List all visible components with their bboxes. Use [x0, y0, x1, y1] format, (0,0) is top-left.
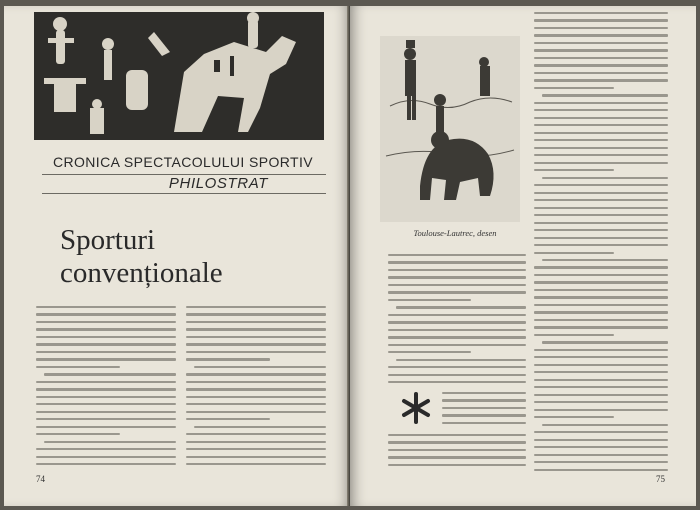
headline-line: convenționale: [60, 257, 223, 289]
text-line: [534, 461, 668, 463]
text-line: [186, 373, 326, 375]
text-column: [388, 434, 526, 471]
asterisk-ornament-icon: [398, 390, 434, 426]
text-line: [388, 314, 526, 316]
text-line: [534, 431, 668, 433]
text-line: [534, 117, 668, 119]
text-column: [388, 254, 526, 389]
text-line: [388, 254, 526, 256]
text-line: [186, 343, 326, 345]
text-line: [186, 411, 326, 413]
text-line: [388, 456, 526, 458]
text-line: [186, 336, 326, 338]
text-line: [442, 399, 526, 401]
text-line: [534, 469, 668, 471]
text-line: [44, 441, 176, 443]
text-line: [388, 366, 526, 368]
text-line: [388, 374, 526, 376]
text-line: [534, 154, 668, 156]
text-line: [542, 94, 668, 96]
text-line: [36, 351, 176, 353]
text-line: [388, 336, 526, 338]
text-line: [534, 184, 668, 186]
text-line: [186, 328, 326, 330]
text-line: [534, 64, 668, 66]
text-line: [534, 27, 668, 29]
text-line: [542, 259, 668, 261]
text-line: [534, 252, 614, 254]
text-line: [186, 456, 326, 458]
text-line: [36, 306, 176, 308]
header-illustration: [34, 12, 324, 140]
text-line: [388, 321, 526, 323]
text-line: [534, 349, 668, 351]
byline: PHILOSTRAT: [168, 175, 268, 192]
divider-rule: [42, 193, 326, 194]
text-line: [534, 356, 668, 358]
text-line: [534, 386, 668, 388]
text-line: [388, 261, 526, 263]
text-line: [534, 394, 668, 396]
text-line: [534, 162, 668, 164]
text-line: [36, 418, 176, 420]
text-line: [36, 403, 176, 405]
text-line: [396, 306, 526, 308]
text-line: [36, 358, 176, 360]
text-line: [534, 326, 668, 328]
text-line: [36, 433, 120, 435]
text-line: [388, 449, 526, 451]
text-line: [194, 366, 326, 368]
text-line: [388, 381, 526, 383]
right-page: [350, 6, 696, 506]
text-line: [534, 214, 668, 216]
text-line: [534, 454, 668, 456]
text-line: [534, 72, 668, 74]
text-line: [186, 321, 326, 323]
magazine-spread: [4, 6, 696, 506]
text-line: [534, 109, 668, 111]
text-line: [186, 433, 326, 435]
text-line: [534, 139, 668, 141]
text-line: [534, 416, 614, 418]
text-line: [534, 401, 668, 403]
page-number: 74: [36, 474, 45, 484]
text-line: [534, 87, 614, 89]
text-line: [542, 341, 668, 343]
text-line: [388, 291, 526, 293]
text-line: [186, 351, 326, 353]
text-line: [186, 358, 270, 360]
text-line: [534, 289, 668, 291]
text-line: [36, 366, 120, 368]
text-line: [388, 299, 471, 301]
text-line: [36, 328, 176, 330]
text-line: [36, 313, 176, 315]
text-line: [534, 102, 668, 104]
text-line: [534, 296, 668, 298]
text-line: [36, 396, 176, 398]
text-line: [388, 269, 526, 271]
text-line: [534, 147, 668, 149]
text-line: [388, 344, 526, 346]
text-line: [534, 237, 668, 239]
text-line: [36, 388, 176, 390]
text-line: [186, 388, 326, 390]
text-line: [534, 371, 668, 373]
text-line: [534, 266, 668, 268]
text-line: [388, 464, 526, 466]
text-line: [534, 49, 668, 51]
text-line: [534, 364, 668, 366]
circus-bear-sketch: [380, 36, 520, 222]
text-line: [186, 463, 326, 465]
text-line: [534, 57, 668, 59]
text-column: [442, 392, 526, 429]
text-line: [186, 441, 326, 443]
text-line: [534, 244, 668, 246]
text-line: [186, 418, 270, 420]
text-line: [442, 422, 526, 424]
text-line: [534, 222, 668, 224]
text-line: [534, 274, 668, 276]
text-line: [36, 343, 176, 345]
text-column: [186, 306, 326, 471]
text-line: [534, 379, 668, 381]
lautrec-illustration: [380, 36, 520, 222]
text-line: [36, 463, 176, 465]
text-line: [534, 34, 668, 36]
text-line: [534, 304, 668, 306]
text-line: [388, 441, 526, 443]
text-line: [534, 42, 668, 44]
text-line: [186, 403, 326, 405]
text-line: [442, 407, 526, 409]
text-line: [36, 456, 176, 458]
text-line: [534, 439, 668, 441]
text-column: [534, 12, 668, 476]
text-line: [36, 426, 176, 428]
text-line: [36, 448, 176, 450]
text-line: [534, 169, 614, 171]
text-line: [388, 276, 526, 278]
headline-line: Sporturi: [60, 224, 156, 256]
text-column: [36, 306, 176, 471]
section-title: CRONICA SPECTACOLULUI SPORTIV: [52, 154, 314, 170]
page-number: 75: [656, 474, 665, 484]
text-line: [36, 411, 176, 413]
sports-silhouette-illustration: [34, 12, 324, 140]
illustration-caption: Toulouse-Lautrec, desen: [413, 228, 497, 238]
text-line: [186, 313, 326, 315]
text-line: [36, 321, 176, 323]
text-line: [534, 334, 614, 336]
text-line: [534, 319, 668, 321]
text-line: [534, 446, 668, 448]
text-line: [388, 284, 526, 286]
text-line: [542, 177, 668, 179]
text-line: [534, 12, 668, 14]
text-line: [534, 229, 668, 231]
text-line: [534, 124, 668, 126]
left-page: [4, 6, 350, 506]
text-line: [534, 79, 668, 81]
text-line: [186, 381, 326, 383]
text-line: [534, 409, 668, 411]
text-line: [186, 448, 326, 450]
text-line: [388, 329, 526, 331]
article-headline: [60, 224, 320, 290]
text-line: [534, 199, 668, 201]
text-line: [442, 414, 526, 416]
text-line: [44, 373, 176, 375]
text-line: [534, 19, 668, 21]
text-line: [534, 132, 668, 134]
text-line: [36, 381, 176, 383]
text-line: [534, 192, 668, 194]
text-line: [36, 336, 176, 338]
text-line: [534, 311, 668, 313]
text-line: [442, 392, 526, 394]
text-line: [388, 351, 471, 353]
text-line: [194, 426, 326, 428]
text-line: [542, 424, 668, 426]
text-line: [396, 359, 526, 361]
text-line: [186, 306, 326, 308]
text-line: [186, 396, 326, 398]
text-line: [534, 281, 668, 283]
text-line: [388, 434, 526, 436]
text-line: [534, 207, 668, 209]
